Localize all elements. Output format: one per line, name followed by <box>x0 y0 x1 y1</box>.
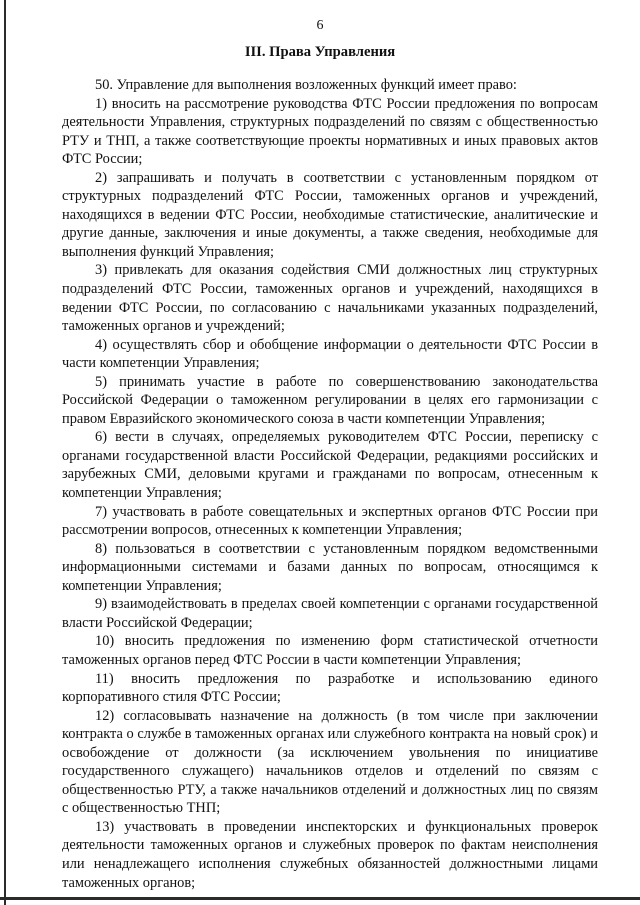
list-item: 11) вносить предложения по разработке и использованию единого корпоративного стиля ФТС России; <box>62 670 598 706</box>
list-item: 2) запрашивать и получать в соответствии с установленным порядком от структурных подразделений ФТС России, таможенных органов и учреждений, находящихся в ведении ФТС России, необходимые статистические, аналитические и другие данные, заключения и иные документы, а также сведения, необходимые для выполнения функций Управления; <box>62 169 598 260</box>
list-item: 7) участвовать в работе совещательных и экспертных органов ФТС России при рассмотрении вопросов, отнесенных к компетенции Управления; <box>62 503 598 539</box>
scan-edge-left <box>4 0 6 905</box>
page-number: 6 <box>316 18 324 33</box>
list-item: 9) взаимодействовать в пределах своей компетенции с органами государственной власти Российской Федерации; <box>62 596 598 631</box>
list-item: 12) согласовывать назначение на должность (в том числе при заключении контракта о службе в таможенных органах или служебного контракта на новый срок) и освобождение от должности (за исключением увольнения по инициативе государственного служащего) начальников отделов и отделений по связям с общественностью РТУ, а также начальников отделений и должностных лиц по связям с общественностью ТНП; <box>62 707 598 817</box>
list-item: 13) участвовать в проведении инспекторских и функциональных проверок деятельности таможенных органов и служебных проверок по фактам неисполнения или ненадлежащего исполнения служебных обязанностей должностными лицами таможенных органов; <box>62 818 598 891</box>
list-item: 4) осуществлять сбор и обобщение информации о деятельности ФТС России в части компетенции Управления; <box>62 336 598 372</box>
intro-paragraph: 50. Управление для выполнения возложенных функций имеет право: <box>95 77 517 93</box>
list-item: 6) вести в случаях, определяемых руководителем ФТС России, переписку с органами государственной власти Российской Федерации, редакциями российских и зарубежных СМИ, деловыми кругами и гражданами по вопросам, отнесенным к компетенции Управления; <box>62 429 598 502</box>
list-item: 5) принимать участие в работе по совершенствованию законодательства Российской Федерации о таможенном регулировании в целях его гармонизации с правом Евразийского экономического союза в части компетенции Управления; <box>62 373 598 427</box>
list-item: 8) пользоваться в соответствии с установленным порядком ведомственными информационными системами и базами данных по вопросам, относящимся к компетенции Управления; <box>62 540 598 594</box>
list-item: 1) вносить на рассмотрение руководства ФТС России предложения по вопросам деятельности Управления, структурных подразделений по связям с общественностью РТУ и ТНП, а также соответствующие проекты нормативных и иных правовых актов ФТС России; <box>62 95 598 168</box>
section-title: III. Права Управления <box>244 44 396 60</box>
list-item: 3) привлекать для оказания содействия СМИ должностных лиц структурных подразделений ФТС России, таможенных органов и учреждений, находящихся в ведении ФТС России, по согласованию с начальниками указанных подразделений, таможенных органов и учреждений; <box>62 262 598 335</box>
list-item: 10) вносить предложения по изменению форм статистической отчетности таможенных органов перед ФТС России в части компетенции Управления; <box>62 633 598 668</box>
document-body <box>62 76 598 892</box>
scan-edge-bottom <box>0 897 640 900</box>
